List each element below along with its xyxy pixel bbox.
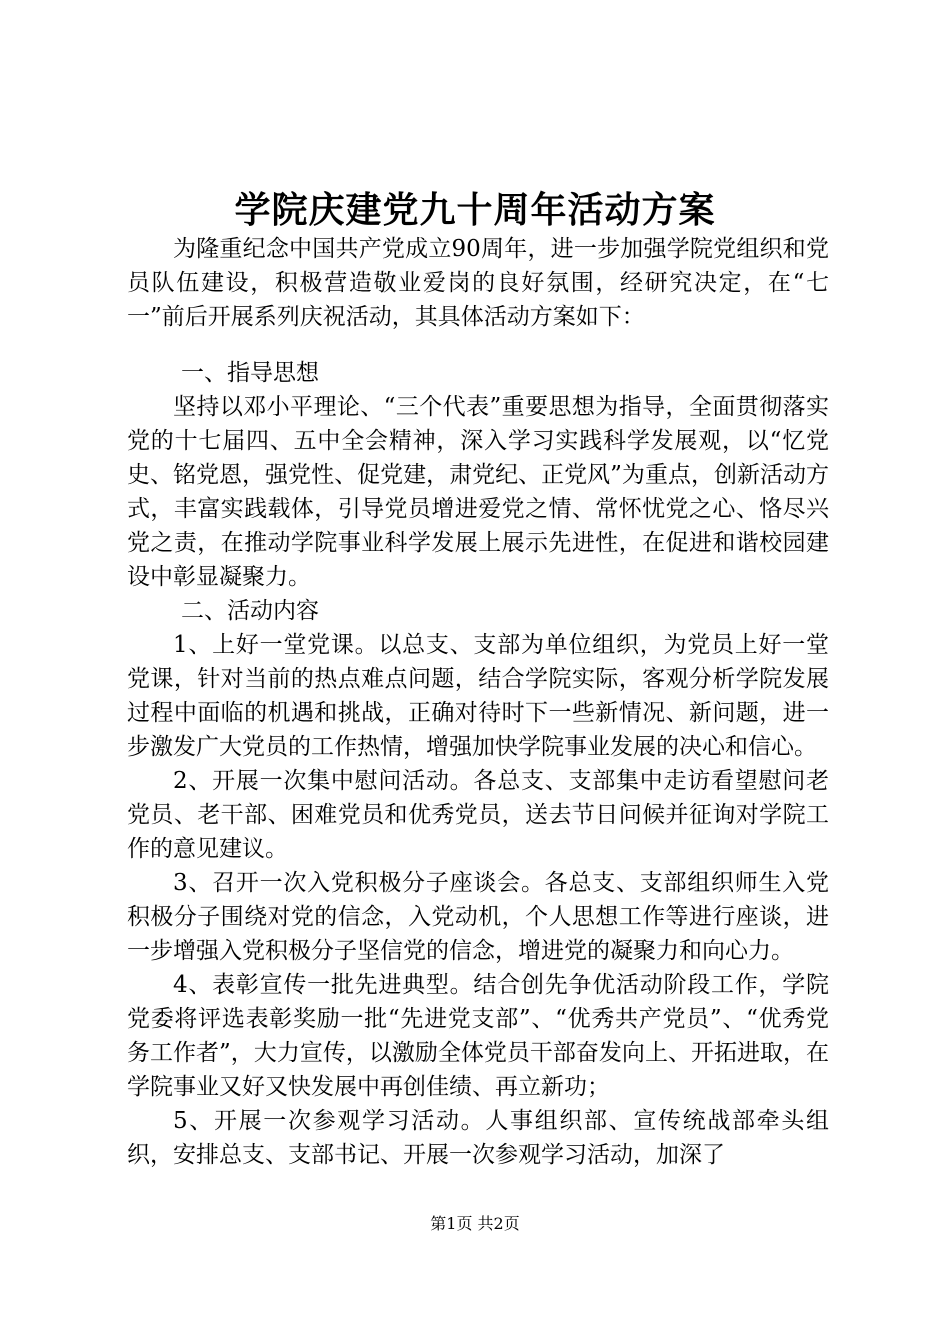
- document-body: [127, 232, 829, 1172]
- activity-item-5: 5、开展一次参观学习活动。人事组织部、宣传统战部牵头组织，安排总支、支部书记、开展一次参观学习活动，加深了: [127, 1108, 829, 1168]
- activity-item-3: 3、召开一次入党积极分子座谈会。各总支、支部组织师生入党积极分子围绕对党的信念，入党动机，个人思想工作等进行座谈，进一步增强入党积极分子坚信党的信念，增进党的凝聚力和向心力。: [127, 870, 829, 964]
- paragraph-spacer: [127, 334, 829, 356]
- activity-item-1: 1、上好一堂党课。以总支、支部为单位组织，为党员上好一堂党课，针对当前的热点难点问题，结合学院实际，客观分析学院发展过程中面临的机遇和挑战，正确对待时下一些新情况、新问题，进一步激发广大党员的工作热情，增强加快学院事业发展的决心和信心。: [127, 632, 829, 760]
- section-heading-activities: 二、活动内容: [181, 598, 319, 624]
- intro-paragraph: 为隆重纪念中国共产党成立90周年，进一步加强学院党组织和党员队伍建设，积极营造敬业爱岗的良好氛围，经研究决定，在“七一”前后开展系列庆祝活动，其具体活动方案如下：: [127, 236, 829, 330]
- document-title: 学院庆建党九十周年活动方案: [234, 189, 716, 231]
- guiding-thought-paragraph: 坚持以邓小平理论、“三个代表”重要思想为指导，全面贯彻落实党的十七届四、五中全会精神，深入学习实践科学发展观，以“忆党史、铭党恩，强党性、促党建，肃党纪、正党风”为重点，创新活动方式，丰富实践载体，引导党员增进爱党之情、常怀忧党之心、恪尽兴党之责，在推动学院事业科学发展上展示先进性，在促进和谐校园建设中彰显凝聚力。: [127, 394, 829, 590]
- activity-item-4: 4、表彰宣传一批先进典型。结合创先争优活动阶段工作，学院党委将评选表彰奖励一批“先进党支部”、“优秀共产党员”、“优秀党务工作者”，大力宣传，以激励全体党员干部奋发向上、开拓进取，在学院事业又好又快发展中再创佳绩、再立新功；: [127, 972, 829, 1100]
- section-heading-guiding-thought: 一、指导思想: [181, 360, 319, 386]
- activity-item-2: 2、开展一次集中慰问活动。各总支、支部集中走访看望慰问老党员、老干部、困难党员和优秀党员，送去节日问候并征询对学院工作的意见建议。: [127, 768, 829, 862]
- page-footer: 第1页 共2页: [430, 1214, 520, 1233]
